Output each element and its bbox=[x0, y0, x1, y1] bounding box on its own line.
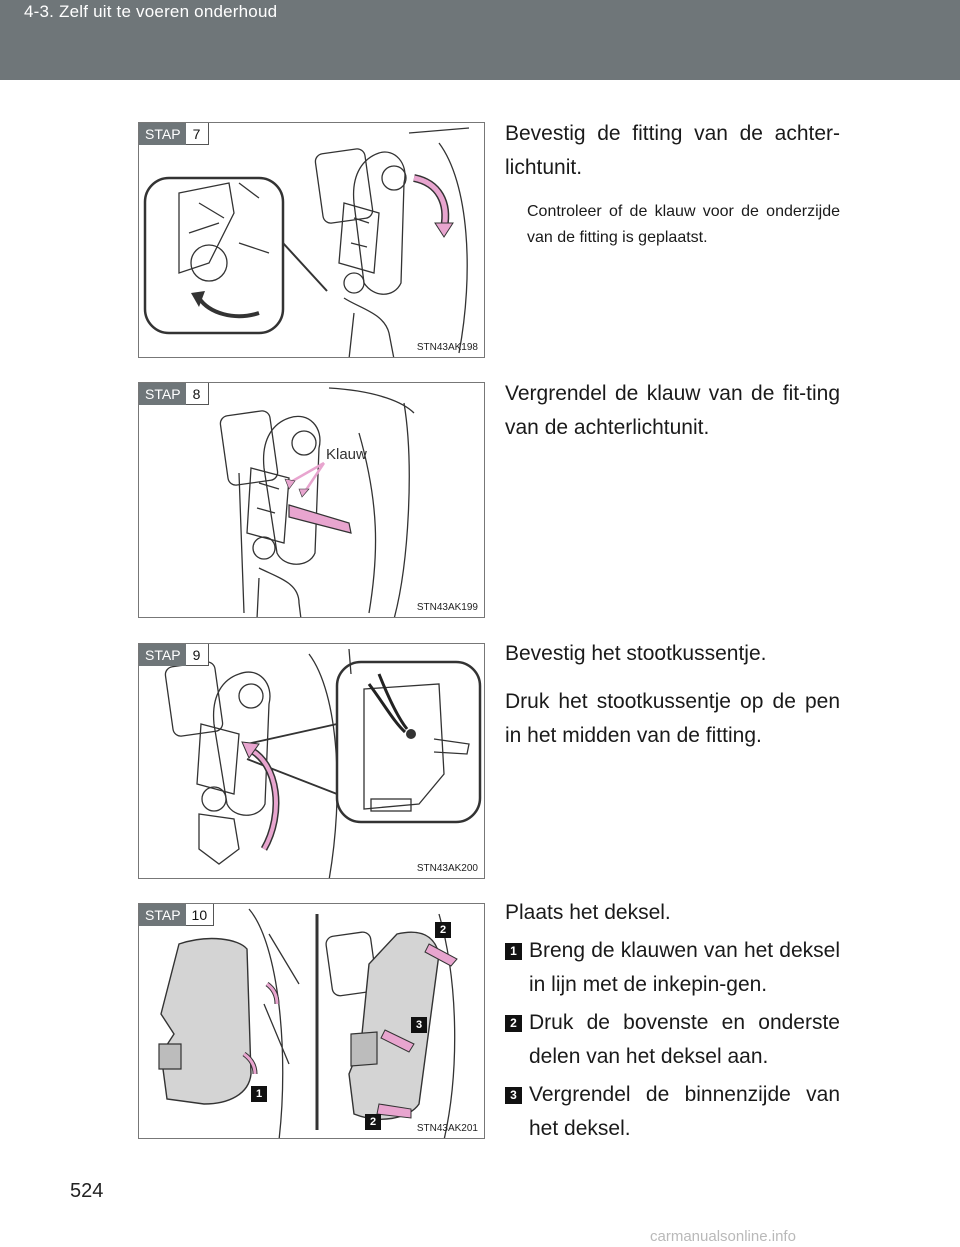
illustration-cushion bbox=[139, 644, 485, 879]
stap-badge bbox=[139, 644, 209, 666]
instruction-note: Controleer of de klauw voor de onderzijde van de fitting is geplaatst. bbox=[527, 203, 840, 246]
figure-step-7 bbox=[138, 122, 485, 358]
figure-step-9 bbox=[138, 643, 485, 879]
sub-step-3 bbox=[505, 1078, 840, 1146]
stap-label: STAP bbox=[139, 383, 186, 405]
watermark: carmanualsonline.info bbox=[650, 1228, 796, 1245]
figure-label-klauw: Klauw bbox=[326, 446, 367, 463]
stap-badge bbox=[139, 123, 209, 145]
figure-step-8 bbox=[138, 382, 485, 618]
stap-number: 8 bbox=[186, 383, 209, 405]
page-number: 524 bbox=[70, 1180, 104, 1202]
instruction-text: Bevestig het stootkussentje. bbox=[505, 642, 767, 665]
section-title: 4-3. Zelf uit te voeren onderhoud bbox=[24, 2, 278, 21]
stap-number: 10 bbox=[186, 904, 215, 926]
stap-badge bbox=[139, 904, 214, 926]
sub-step-text: Breng de klauwen van het deksel in lijn met de inkepin-gen. bbox=[529, 939, 840, 996]
sub-step-number: 1 bbox=[505, 943, 522, 960]
text-step-10 bbox=[505, 896, 840, 1146]
figure-code: STN43AK200 bbox=[416, 863, 478, 874]
sub-step-number: 2 bbox=[505, 1015, 522, 1032]
stap-label: STAP bbox=[139, 123, 186, 145]
sub-step-2 bbox=[505, 1006, 840, 1074]
illustration-claw-lock bbox=[139, 383, 485, 618]
illustration-taillight-fitting bbox=[139, 123, 485, 358]
instruction-text: Vergrendel de klauw van de fit-ting van de achterlichtunit. bbox=[505, 382, 840, 439]
figure-code: STN43AK201 bbox=[416, 1123, 478, 1134]
callout-2-bottom: 2 bbox=[365, 1114, 381, 1130]
sub-step-number: 3 bbox=[505, 1087, 522, 1104]
figure-step-10 bbox=[138, 903, 485, 1139]
text-step-7 bbox=[505, 117, 840, 251]
instruction-text: Bevestig de fitting van de achter-lichtunit. bbox=[505, 122, 840, 179]
sub-step-1 bbox=[505, 934, 840, 1002]
illustration-cover bbox=[139, 904, 485, 1139]
stap-number: 7 bbox=[186, 123, 209, 145]
sub-step-text: Druk de bovenste en onderste delen van het deksel aan. bbox=[529, 1011, 840, 1068]
page-header bbox=[0, 0, 960, 80]
callout-2-top: 2 bbox=[435, 922, 451, 938]
callout-1: 1 bbox=[251, 1086, 267, 1102]
figure-code: STN43AK199 bbox=[416, 602, 478, 613]
sub-step-text: Vergrendel de binnenzijde van het deksel. bbox=[529, 1083, 840, 1140]
stap-label: STAP bbox=[139, 904, 186, 926]
text-step-8 bbox=[505, 377, 840, 445]
stap-number: 9 bbox=[186, 644, 209, 666]
figure-code: STN43AK198 bbox=[416, 342, 478, 353]
stap-badge bbox=[139, 383, 209, 405]
callout-3: 3 bbox=[411, 1017, 427, 1033]
instruction-text-2: Druk het stootkussentje op de pen in het midden van de fitting. bbox=[505, 690, 840, 747]
text-step-9 bbox=[505, 637, 840, 753]
stap-label: STAP bbox=[139, 644, 186, 666]
instruction-text: Plaats het deksel. bbox=[505, 901, 671, 924]
